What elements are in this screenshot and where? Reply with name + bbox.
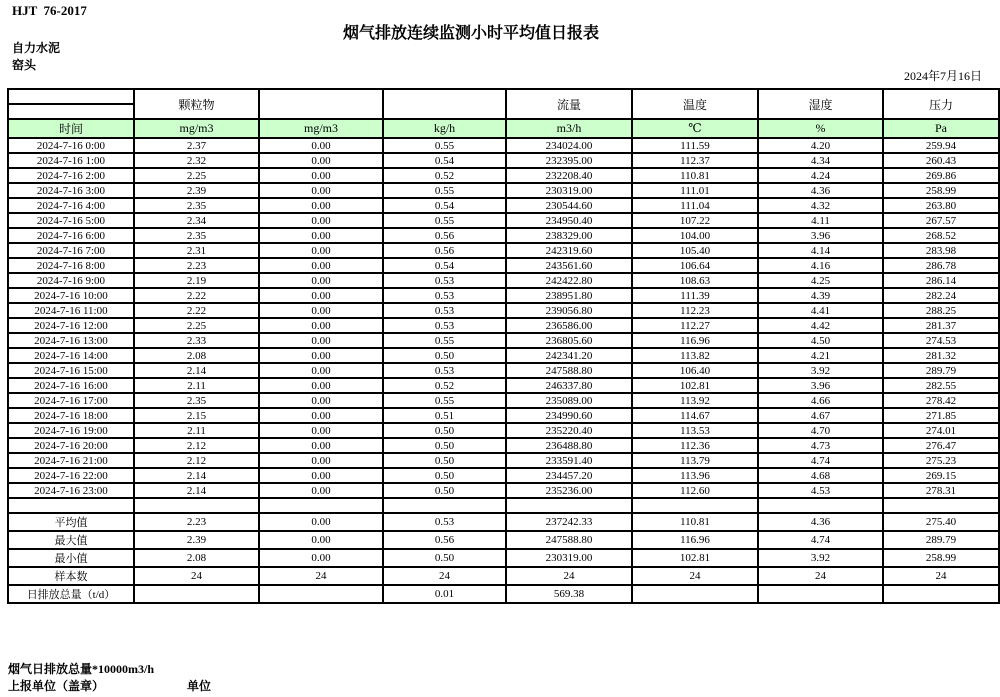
value-cell: 112.37: [632, 153, 758, 168]
value-cell: 286.14: [883, 273, 999, 288]
value-cell: 4.20: [758, 138, 883, 153]
value-cell: 0.50: [383, 453, 506, 468]
value-cell: 0.50: [383, 348, 506, 363]
summary-value-cell: [259, 585, 383, 603]
summary-value-cell: [758, 585, 883, 603]
value-cell: 0.56: [383, 243, 506, 258]
value-cell: 0.55: [383, 393, 506, 408]
time-cell: 2024-7-16 3:00: [8, 183, 134, 198]
time-cell: 2024-7-16 9:00: [8, 273, 134, 288]
value-cell: 4.16: [758, 258, 883, 273]
summary-value-cell: 24: [883, 567, 999, 585]
time-cell: 2024-7-16 15:00: [8, 363, 134, 378]
table-row: [8, 483, 999, 498]
monitor-point-name: 窑头: [12, 58, 37, 72]
summary-value-cell: 0.00: [259, 513, 383, 531]
unit-cell: ℃: [632, 119, 758, 138]
time-cell: 2024-7-16 6:00: [8, 228, 134, 243]
table-row: [8, 438, 999, 453]
value-cell: 275.23: [883, 453, 999, 468]
value-cell: 106.40: [632, 363, 758, 378]
value-cell: 236805.60: [506, 333, 632, 348]
summary-value-cell: 24: [632, 567, 758, 585]
value-cell: 0.00: [259, 303, 383, 318]
value-cell: 235220.40: [506, 423, 632, 438]
value-cell: 4.24: [758, 168, 883, 183]
time-cell: 2024-7-16 4:00: [8, 198, 134, 213]
value-cell: 112.23: [632, 303, 758, 318]
unit-cell: Pa: [883, 119, 999, 138]
summary-value-cell: 24: [506, 567, 632, 585]
summary-row: [8, 567, 999, 585]
summary-value-cell: 0.00: [259, 531, 383, 549]
value-cell: 2.14: [134, 468, 259, 483]
value-cell: 230544.60: [506, 198, 632, 213]
summary-value-cell: 24: [134, 567, 259, 585]
table-row: [8, 228, 999, 243]
summary-value-cell: 237242.33: [506, 513, 632, 531]
value-cell: 2.14: [134, 363, 259, 378]
value-cell: 230319.00: [506, 183, 632, 198]
value-cell: 111.59: [632, 138, 758, 153]
table-row: [8, 183, 999, 198]
value-cell: 0.00: [259, 153, 383, 168]
unit-header-row: [8, 119, 999, 138]
summary-value-cell: 3.92: [758, 549, 883, 567]
value-cell: 0.00: [259, 168, 383, 183]
value-cell: 282.55: [883, 378, 999, 393]
table-row: [8, 273, 999, 288]
value-cell: 105.40: [632, 243, 758, 258]
value-cell: 0.55: [383, 183, 506, 198]
value-cell: 2.39: [134, 183, 259, 198]
value-cell: 0.00: [259, 378, 383, 393]
value-cell: 0.00: [259, 393, 383, 408]
value-cell: 2.12: [134, 438, 259, 453]
value-cell: 259.94: [883, 138, 999, 153]
time-cell: 2024-7-16 5:00: [8, 213, 134, 228]
empty-cell: [383, 498, 506, 513]
value-cell: 238951.80: [506, 288, 632, 303]
value-cell: 4.25: [758, 273, 883, 288]
value-cell: 2.35: [134, 228, 259, 243]
value-cell: 0.52: [383, 378, 506, 393]
value-cell: 289.79: [883, 363, 999, 378]
value-cell: 112.60: [632, 483, 758, 498]
value-cell: 102.81: [632, 378, 758, 393]
table-row: [8, 243, 999, 258]
time-cell: 2024-7-16 11:00: [8, 303, 134, 318]
value-cell: 4.34: [758, 153, 883, 168]
table-row: [8, 318, 999, 333]
value-cell: 0.50: [383, 423, 506, 438]
value-cell: 236488.80: [506, 438, 632, 453]
value-cell: 3.96: [758, 378, 883, 393]
value-cell: 234990.60: [506, 408, 632, 423]
summary-value-cell: 102.81: [632, 549, 758, 567]
value-cell: 4.32: [758, 198, 883, 213]
summary-value-cell: 0.56: [383, 531, 506, 549]
value-cell: 247588.80: [506, 363, 632, 378]
value-cell: 113.96: [632, 468, 758, 483]
value-cell: 2.35: [134, 393, 259, 408]
value-cell: 260.43: [883, 153, 999, 168]
summary-value-cell: 116.96: [632, 531, 758, 549]
value-cell: 106.64: [632, 258, 758, 273]
table-row: [8, 423, 999, 438]
summary-value-cell: 247588.80: [506, 531, 632, 549]
unit-cell: mg/m3: [259, 119, 383, 138]
summary-value-cell: 0.00: [259, 549, 383, 567]
report-unit-label: 上报单位（盖章）: [8, 679, 105, 693]
empty-cell: [632, 498, 758, 513]
value-cell: 274.01: [883, 423, 999, 438]
page-title: 烟气排放连续监测小时平均值日报表: [342, 25, 599, 42]
value-cell: 242341.20: [506, 348, 632, 363]
summary-value-cell: [134, 585, 259, 603]
value-cell: 0.53: [383, 273, 506, 288]
value-cell: 0.53: [383, 363, 506, 378]
value-cell: 4.42: [758, 318, 883, 333]
value-cell: 0.54: [383, 198, 506, 213]
value-cell: 269.15: [883, 468, 999, 483]
group-header-row: [8, 89, 999, 104]
value-cell: 4.53: [758, 483, 883, 498]
table-row: [8, 348, 999, 363]
header-blank-cell: [8, 89, 134, 104]
value-cell: 108.63: [632, 273, 758, 288]
value-cell: 235236.00: [506, 483, 632, 498]
table-row: [8, 378, 999, 393]
table-row: [8, 138, 999, 153]
value-cell: 0.00: [259, 453, 383, 468]
value-cell: 4.70: [758, 423, 883, 438]
summary-value-cell: 230319.00: [506, 549, 632, 567]
value-cell: 2.11: [134, 378, 259, 393]
value-cell: 2.23: [134, 258, 259, 273]
header-blank-cell: [383, 89, 506, 119]
value-cell: 274.53: [883, 333, 999, 348]
header-particulate: 颗粒物: [134, 89, 259, 119]
value-cell: 0.53: [383, 288, 506, 303]
value-cell: 243561.60: [506, 258, 632, 273]
value-cell: 0.00: [259, 363, 383, 378]
empty-cell: [134, 498, 259, 513]
summary-value-cell: 569.38: [506, 585, 632, 603]
value-cell: 2.11: [134, 423, 259, 438]
monitor-data-table: [7, 88, 1000, 604]
time-cell: 2024-7-16 17:00: [8, 393, 134, 408]
header-flow: 流量: [506, 89, 632, 119]
time-cell: 2024-7-16 7:00: [8, 243, 134, 258]
empty-cell: [8, 498, 134, 513]
value-cell: 114.67: [632, 408, 758, 423]
value-cell: 268.52: [883, 228, 999, 243]
value-cell: 4.74: [758, 453, 883, 468]
value-cell: 0.00: [259, 213, 383, 228]
value-cell: 0.55: [383, 213, 506, 228]
value-cell: 3.92: [758, 363, 883, 378]
value-cell: 112.27: [632, 318, 758, 333]
time-cell: 2024-7-16 16:00: [8, 378, 134, 393]
summary-value-cell: 0.01: [383, 585, 506, 603]
value-cell: 258.99: [883, 183, 999, 198]
value-cell: 113.92: [632, 393, 758, 408]
value-cell: 4.21: [758, 348, 883, 363]
header-pressure: 压力: [883, 89, 999, 119]
summary-value-cell: 0.53: [383, 513, 506, 531]
summary-value-cell: 4.74: [758, 531, 883, 549]
summary-value-cell: 24: [758, 567, 883, 585]
company-name: 自力水泥: [12, 41, 61, 55]
report-date: 2024年7月16日: [903, 69, 982, 83]
value-cell: 0.55: [383, 333, 506, 348]
header-humidity: 湿度: [758, 89, 883, 119]
value-cell: 0.00: [259, 438, 383, 453]
value-cell: 2.19: [134, 273, 259, 288]
unit-cell: kg/h: [383, 119, 506, 138]
value-cell: 4.73: [758, 438, 883, 453]
empty-cell: [506, 498, 632, 513]
value-cell: 282.24: [883, 288, 999, 303]
value-cell: 2.22: [134, 303, 259, 318]
value-cell: 2.15: [134, 408, 259, 423]
value-cell: 0.53: [383, 318, 506, 333]
table-body: [8, 138, 999, 603]
time-cell: 2024-7-16 18:00: [8, 408, 134, 423]
time-cell: 2024-7-16 2:00: [8, 168, 134, 183]
footer-note: 烟气日排放总量*10000m3/h: [8, 662, 155, 676]
value-cell: 4.39: [758, 288, 883, 303]
value-cell: 246337.80: [506, 378, 632, 393]
value-cell: 242319.60: [506, 243, 632, 258]
value-cell: 0.00: [259, 243, 383, 258]
summary-value-cell: 0.50: [383, 549, 506, 567]
value-cell: 113.79: [632, 453, 758, 468]
value-cell: 2.22: [134, 288, 259, 303]
value-cell: 4.41: [758, 303, 883, 318]
value-cell: 0.00: [259, 348, 383, 363]
value-cell: 236586.00: [506, 318, 632, 333]
value-cell: 2.32: [134, 153, 259, 168]
value-cell: 234024.00: [506, 138, 632, 153]
value-cell: 271.85: [883, 408, 999, 423]
value-cell: 0.00: [259, 333, 383, 348]
value-cell: 232208.40: [506, 168, 632, 183]
value-cell: 2.35: [134, 198, 259, 213]
time-cell: 2024-7-16 8:00: [8, 258, 134, 273]
summary-value-cell: 110.81: [632, 513, 758, 531]
spacer-row: [8, 498, 999, 513]
summary-value-cell: 4.36: [758, 513, 883, 531]
value-cell: 269.86: [883, 168, 999, 183]
value-cell: 0.00: [259, 183, 383, 198]
value-cell: 0.54: [383, 153, 506, 168]
table-row: [8, 453, 999, 468]
empty-cell: [259, 498, 383, 513]
summary-value-cell: [632, 585, 758, 603]
value-cell: 0.55: [383, 138, 506, 153]
time-cell: 2024-7-16 21:00: [8, 453, 134, 468]
value-cell: 112.36: [632, 438, 758, 453]
value-cell: 111.04: [632, 198, 758, 213]
value-cell: 0.50: [383, 438, 506, 453]
summary-value-cell: 258.99: [883, 549, 999, 567]
table-row: [8, 303, 999, 318]
table-row: [8, 363, 999, 378]
summary-row: [8, 513, 999, 531]
value-cell: 234457.20: [506, 468, 632, 483]
table-row: [8, 213, 999, 228]
value-cell: 4.14: [758, 243, 883, 258]
summary-value-cell: 275.40: [883, 513, 999, 531]
value-cell: 116.96: [632, 333, 758, 348]
table-row: [8, 468, 999, 483]
value-cell: 0.53: [383, 303, 506, 318]
value-cell: 4.36: [758, 183, 883, 198]
header-blank-cell: [8, 104, 134, 119]
summary-label-cell: 样本数: [8, 567, 134, 585]
value-cell: 233591.40: [506, 453, 632, 468]
summary-row: [8, 585, 999, 603]
value-cell: 232395.00: [506, 153, 632, 168]
value-cell: 0.50: [383, 468, 506, 483]
time-cell: 2024-7-16 13:00: [8, 333, 134, 348]
table-row: [8, 168, 999, 183]
value-cell: 0.56: [383, 228, 506, 243]
summary-row: [8, 531, 999, 549]
time-cell: 2024-7-16 0:00: [8, 138, 134, 153]
table-row: [8, 408, 999, 423]
header-blank-cell: [259, 89, 383, 119]
unit-label: 单位: [187, 679, 212, 693]
value-cell: 0.00: [259, 273, 383, 288]
value-cell: 278.42: [883, 393, 999, 408]
value-cell: 288.25: [883, 303, 999, 318]
time-cell: 2024-7-16 10:00: [8, 288, 134, 303]
value-cell: 0.00: [259, 318, 383, 333]
value-cell: 4.66: [758, 393, 883, 408]
value-cell: 107.22: [632, 213, 758, 228]
unit-cell: m3/h: [506, 119, 632, 138]
value-cell: 2.14: [134, 483, 259, 498]
value-cell: 286.78: [883, 258, 999, 273]
value-cell: 0.00: [259, 288, 383, 303]
summary-row: [8, 549, 999, 567]
value-cell: 110.81: [632, 168, 758, 183]
value-cell: 4.50: [758, 333, 883, 348]
value-cell: 276.47: [883, 438, 999, 453]
value-cell: 0.51: [383, 408, 506, 423]
value-cell: 111.39: [632, 288, 758, 303]
value-cell: 0.50: [383, 483, 506, 498]
summary-label-cell: 日排放总量（t/d）: [8, 585, 134, 603]
value-cell: 0.00: [259, 258, 383, 273]
time-cell: 2024-7-16 23:00: [8, 483, 134, 498]
time-cell: 2024-7-16 14:00: [8, 348, 134, 363]
empty-cell: [883, 498, 999, 513]
summary-value-cell: 2.39: [134, 531, 259, 549]
time-cell: 2024-7-16 20:00: [8, 438, 134, 453]
value-cell: 2.25: [134, 318, 259, 333]
value-cell: 0.54: [383, 258, 506, 273]
value-cell: 113.82: [632, 348, 758, 363]
value-cell: 2.37: [134, 138, 259, 153]
time-cell: 2024-7-16 22:00: [8, 468, 134, 483]
doc-code: HJT 76-2017: [12, 3, 87, 18]
table-row: [8, 198, 999, 213]
table-row: [8, 333, 999, 348]
summary-label-cell: 最小值: [8, 549, 134, 567]
summary-value-cell: 2.08: [134, 549, 259, 567]
value-cell: 3.96: [758, 228, 883, 243]
empty-cell: [758, 498, 883, 513]
value-cell: 104.00: [632, 228, 758, 243]
value-cell: 267.57: [883, 213, 999, 228]
time-cell: 2024-7-16 1:00: [8, 153, 134, 168]
value-cell: 0.00: [259, 198, 383, 213]
value-cell: 2.25: [134, 168, 259, 183]
value-cell: 281.32: [883, 348, 999, 363]
value-cell: 0.00: [259, 468, 383, 483]
table-row: [8, 258, 999, 273]
table-row: [8, 288, 999, 303]
summary-label-cell: 平均值: [8, 513, 134, 531]
value-cell: 111.01: [632, 183, 758, 198]
value-cell: 2.31: [134, 243, 259, 258]
value-cell: 0.00: [259, 423, 383, 438]
summary-value-cell: 289.79: [883, 531, 999, 549]
value-cell: 2.34: [134, 213, 259, 228]
value-cell: 2.33: [134, 333, 259, 348]
time-cell: 2024-7-16 19:00: [8, 423, 134, 438]
summary-value-cell: 2.23: [134, 513, 259, 531]
value-cell: 2.12: [134, 453, 259, 468]
value-cell: 281.37: [883, 318, 999, 333]
summary-label-cell: 最大值: [8, 531, 134, 549]
time-column-header: 时间: [8, 119, 134, 138]
value-cell: 0.00: [259, 228, 383, 243]
time-cell: 2024-7-16 12:00: [8, 318, 134, 333]
value-cell: 283.98: [883, 243, 999, 258]
value-cell: 4.68: [758, 468, 883, 483]
value-cell: 235089.00: [506, 393, 632, 408]
table-row: [8, 153, 999, 168]
value-cell: 4.67: [758, 408, 883, 423]
value-cell: 4.11: [758, 213, 883, 228]
table-row: [8, 393, 999, 408]
value-cell: 0.00: [259, 138, 383, 153]
value-cell: 0.00: [259, 408, 383, 423]
summary-value-cell: 24: [259, 567, 383, 585]
value-cell: 234950.40: [506, 213, 632, 228]
value-cell: 278.31: [883, 483, 999, 498]
value-cell: 242422.80: [506, 273, 632, 288]
value-cell: 2.08: [134, 348, 259, 363]
header-temperature: 温度: [632, 89, 758, 119]
summary-value-cell: 24: [383, 567, 506, 585]
value-cell: 239056.80: [506, 303, 632, 318]
value-cell: 0.52: [383, 168, 506, 183]
value-cell: 238329.00: [506, 228, 632, 243]
value-cell: 0.00: [259, 483, 383, 498]
value-cell: 263.80: [883, 198, 999, 213]
unit-cell: %: [758, 119, 883, 138]
unit-cell: mg/m3: [134, 119, 259, 138]
value-cell: 113.53: [632, 423, 758, 438]
summary-value-cell: [883, 585, 999, 603]
